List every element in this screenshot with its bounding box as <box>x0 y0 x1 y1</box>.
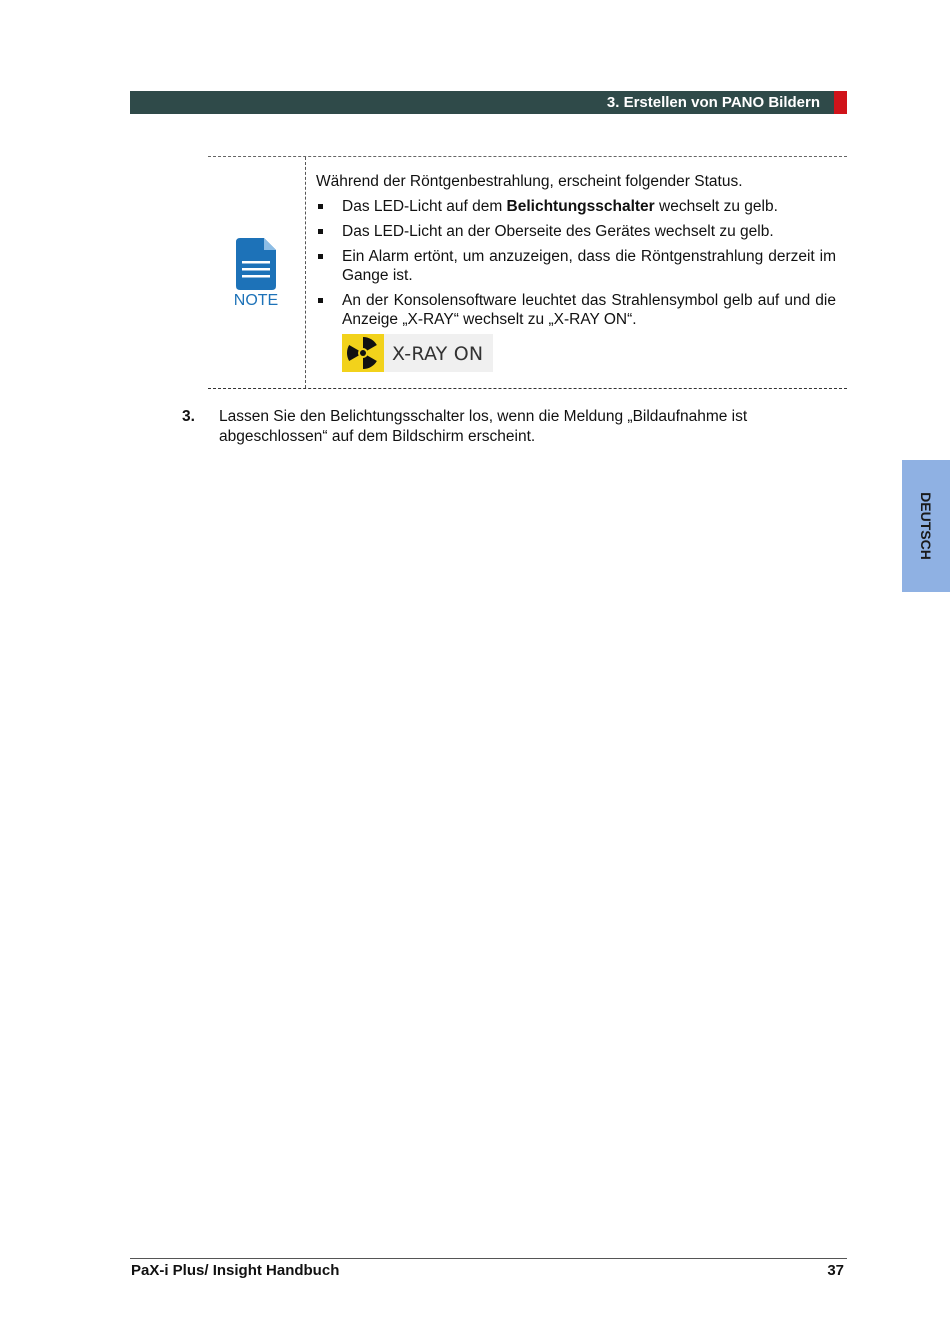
note-divider <box>305 157 306 388</box>
radiation-warning-icon <box>342 334 384 372</box>
footer-manual-title: PaX-i Plus/ Insight Handbuch <box>131 1262 340 1279</box>
note-bottom-border <box>208 388 847 389</box>
note-item-bold-term: Belichtungsschalter <box>506 198 655 215</box>
note-item-text: wechselt zu gelb. <box>654 198 778 215</box>
footer-page-number: 37 <box>827 1262 844 1279</box>
step-number: 3. <box>182 408 195 425</box>
note-list-item: An der Konsolensoftware leuchtet das Strahlensymbol gelb auf und die Anzeige „X-RAY“ wechselt zu „X-RAY ON“. <box>316 291 836 329</box>
xray-on-label: X-RAY ON <box>392 343 484 365</box>
note-list-item: Ein Alarm ertönt, um anzuzeigen, dass die Röntgenstrahlung derzeit im Gange ist. <box>316 247 836 285</box>
note-list <box>316 197 836 329</box>
xray-on-indicator <box>342 334 493 372</box>
note-icon-label: NOTE <box>233 292 279 309</box>
step-text: Lassen Sie den Belichtungsschalter los, wenn die Meldung „Bildaufnahme ist abgeschlossen“ auf dem Bildschirm erscheint. <box>219 408 748 445</box>
note-top-border <box>208 156 847 157</box>
language-tab <box>902 460 950 592</box>
language-tab-label: DEUTSCH <box>918 492 934 560</box>
header-accent-block <box>834 91 847 114</box>
note-list-item <box>316 197 836 216</box>
note-intro: Während der Röntgenbestrahlung, erscheint folgender Status. <box>316 173 743 190</box>
note-item-text: Das LED-Licht auf dem <box>342 198 507 215</box>
note-document-icon <box>228 236 284 316</box>
note-list-item: Das LED-Licht an der Oberseite des Gerätes wechselt zu gelb. <box>316 222 836 241</box>
note-body <box>316 172 836 335</box>
section-title: 3. Erstellen von PANO Bildern <box>606 94 820 111</box>
footer-rule <box>130 1258 847 1259</box>
section-header-bar <box>130 91 834 114</box>
